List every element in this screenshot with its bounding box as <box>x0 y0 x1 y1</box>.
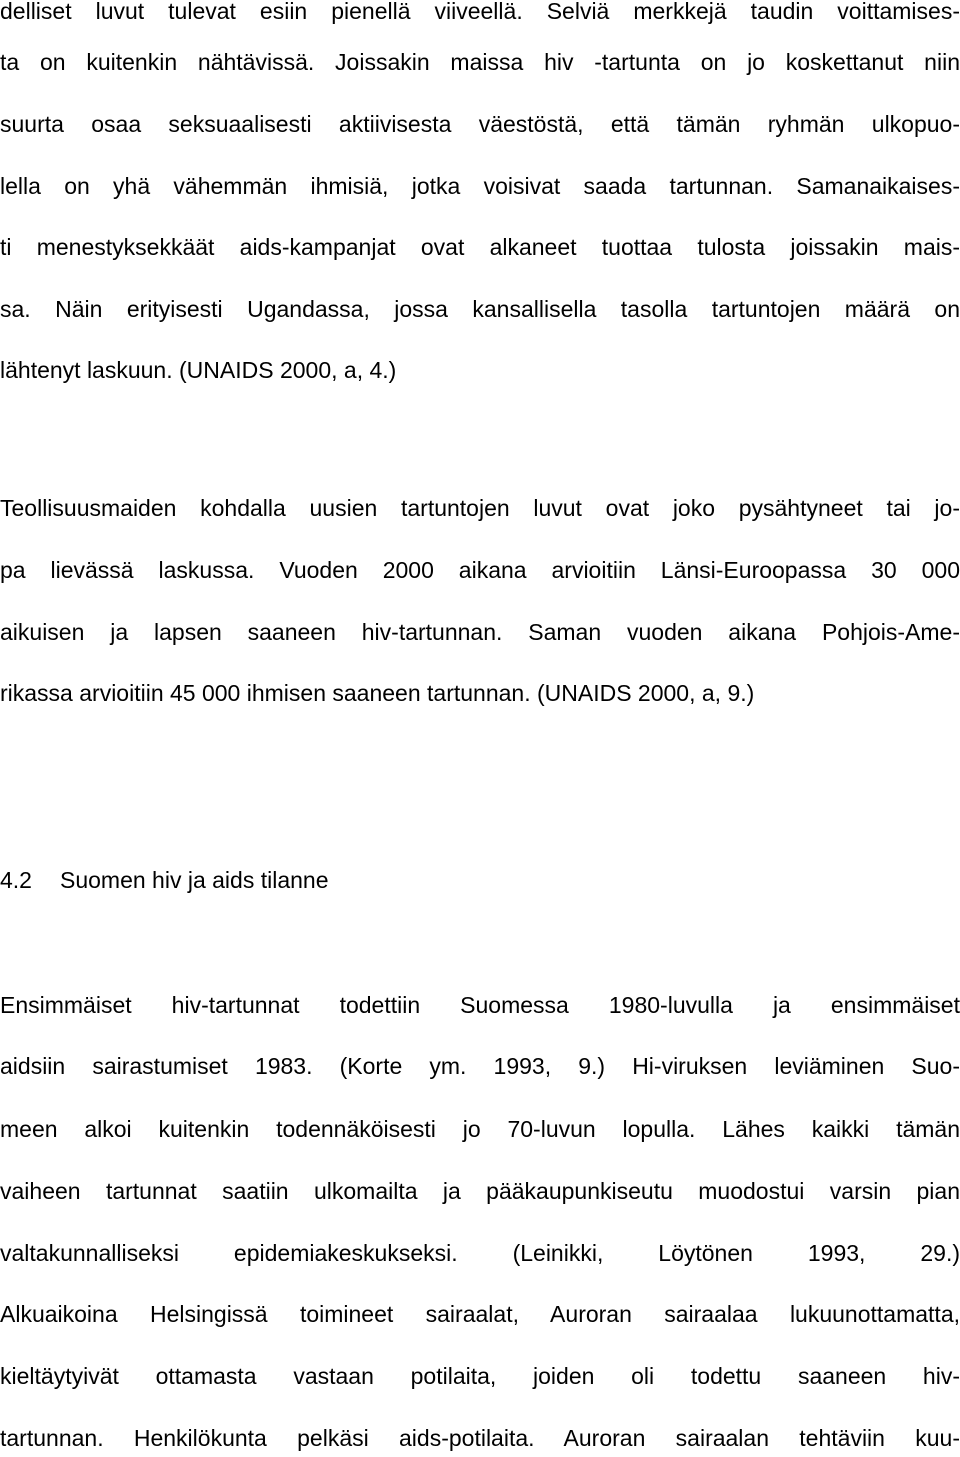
paragraph-2-line-4: rikassa arvioitiin 45 000 ihmisen saaneen tartunnan. (UNAIDS 2000, a, 9.) <box>0 680 755 706</box>
paragraph-2-line-2: pa lievässä laskussa. Vuoden 2000 aikana arvioitiin Länsi-Euroopassa 30 000 <box>0 557 960 583</box>
paragraph-3-line-8: tartunnan. Henkilökunta pelkäsi aids-potilaita. Auroran sairaalan tehtäviin kuu- <box>0 1425 960 1451</box>
paragraph-1-line-3: suurta osaa seksuaalisesti aktiivisesta väestöstä, että tämän ryhmän ulkopuo- <box>0 111 960 137</box>
paragraph-1-line-1: delliset luvut tulevat esiin pienellä viiveellä. Selviä merkkejä taudin voittamises- <box>0 0 960 24</box>
section-title: Suomen hiv ja aids tilanne <box>59 867 329 893</box>
paragraph-1-line-7: lähtenyt laskuun. (UNAIDS 2000, a, 4.) <box>0 357 397 383</box>
paragraph-1-line-6: sa. Näin erityisesti Ugandassa, jossa kansallisella tasolla tartuntojen määrä on <box>0 296 960 322</box>
section-number: 4.2 <box>0 867 32 893</box>
paragraph-2-line-3: aikuisen ja lapsen saaneen hiv-tartunnan. Saman vuoden aikana Pohjois-Ame- <box>0 619 960 645</box>
paragraph-3-line-2: aidsiin sairastumiset 1983. (Korte ym. 1993, 9.) Hi-viruksen leviäminen Suo- <box>0 1053 960 1079</box>
paragraph-1-line-4: lella on yhä vähemmän ihmisiä, jotka voisivat saada tartunnan. Samanaikaises- <box>0 173 960 199</box>
paragraph-3-line-3: meen alkoi kuitenkin todennäköisesti jo 70-luvun lopulla. Lähes kaikki tämän <box>0 1116 960 1142</box>
paragraph-2-line-1: Teollisuusmaiden kohdalla uusien tartuntojen luvut ovat joko pysähtyneet tai jo- <box>0 495 960 521</box>
paragraph-1-line-5: ti menestyksekkäät aids-kampanjat ovat alkaneet tuottaa tulosta joissakin mais- <box>0 234 960 260</box>
paragraph-3-line-6: Alkuaikoina Helsingissä toimineet sairaalat, Auroran sairaalaa lukuunottamatta, <box>0 1301 960 1327</box>
paragraph-3-line-4: vaiheen tartunnat saatiin ulkomailta ja pääkaupunkiseutu muodostui varsin pian <box>0 1178 960 1204</box>
paragraph-3-line-1: Ensimmäiset hiv-tartunnat todettiin Suomessa 1980-luvulla ja ensimmäiset <box>0 992 960 1018</box>
paragraph-3-line-5: valtakunnalliseksi epidemiakeskukseksi. (Leinikki, Löytönen 1993, 29.) <box>0 1240 960 1266</box>
paragraph-1-line-2: ta on kuitenkin nähtävissä. Joissakin maissa hiv -tartunta on jo koskettanut niin <box>0 49 960 75</box>
paragraph-3-line-7: kieltäytyivät ottamasta vastaan potilaita, joiden oli todettu saaneen hiv- <box>0 1363 960 1389</box>
section-heading <box>0 865 960 895</box>
